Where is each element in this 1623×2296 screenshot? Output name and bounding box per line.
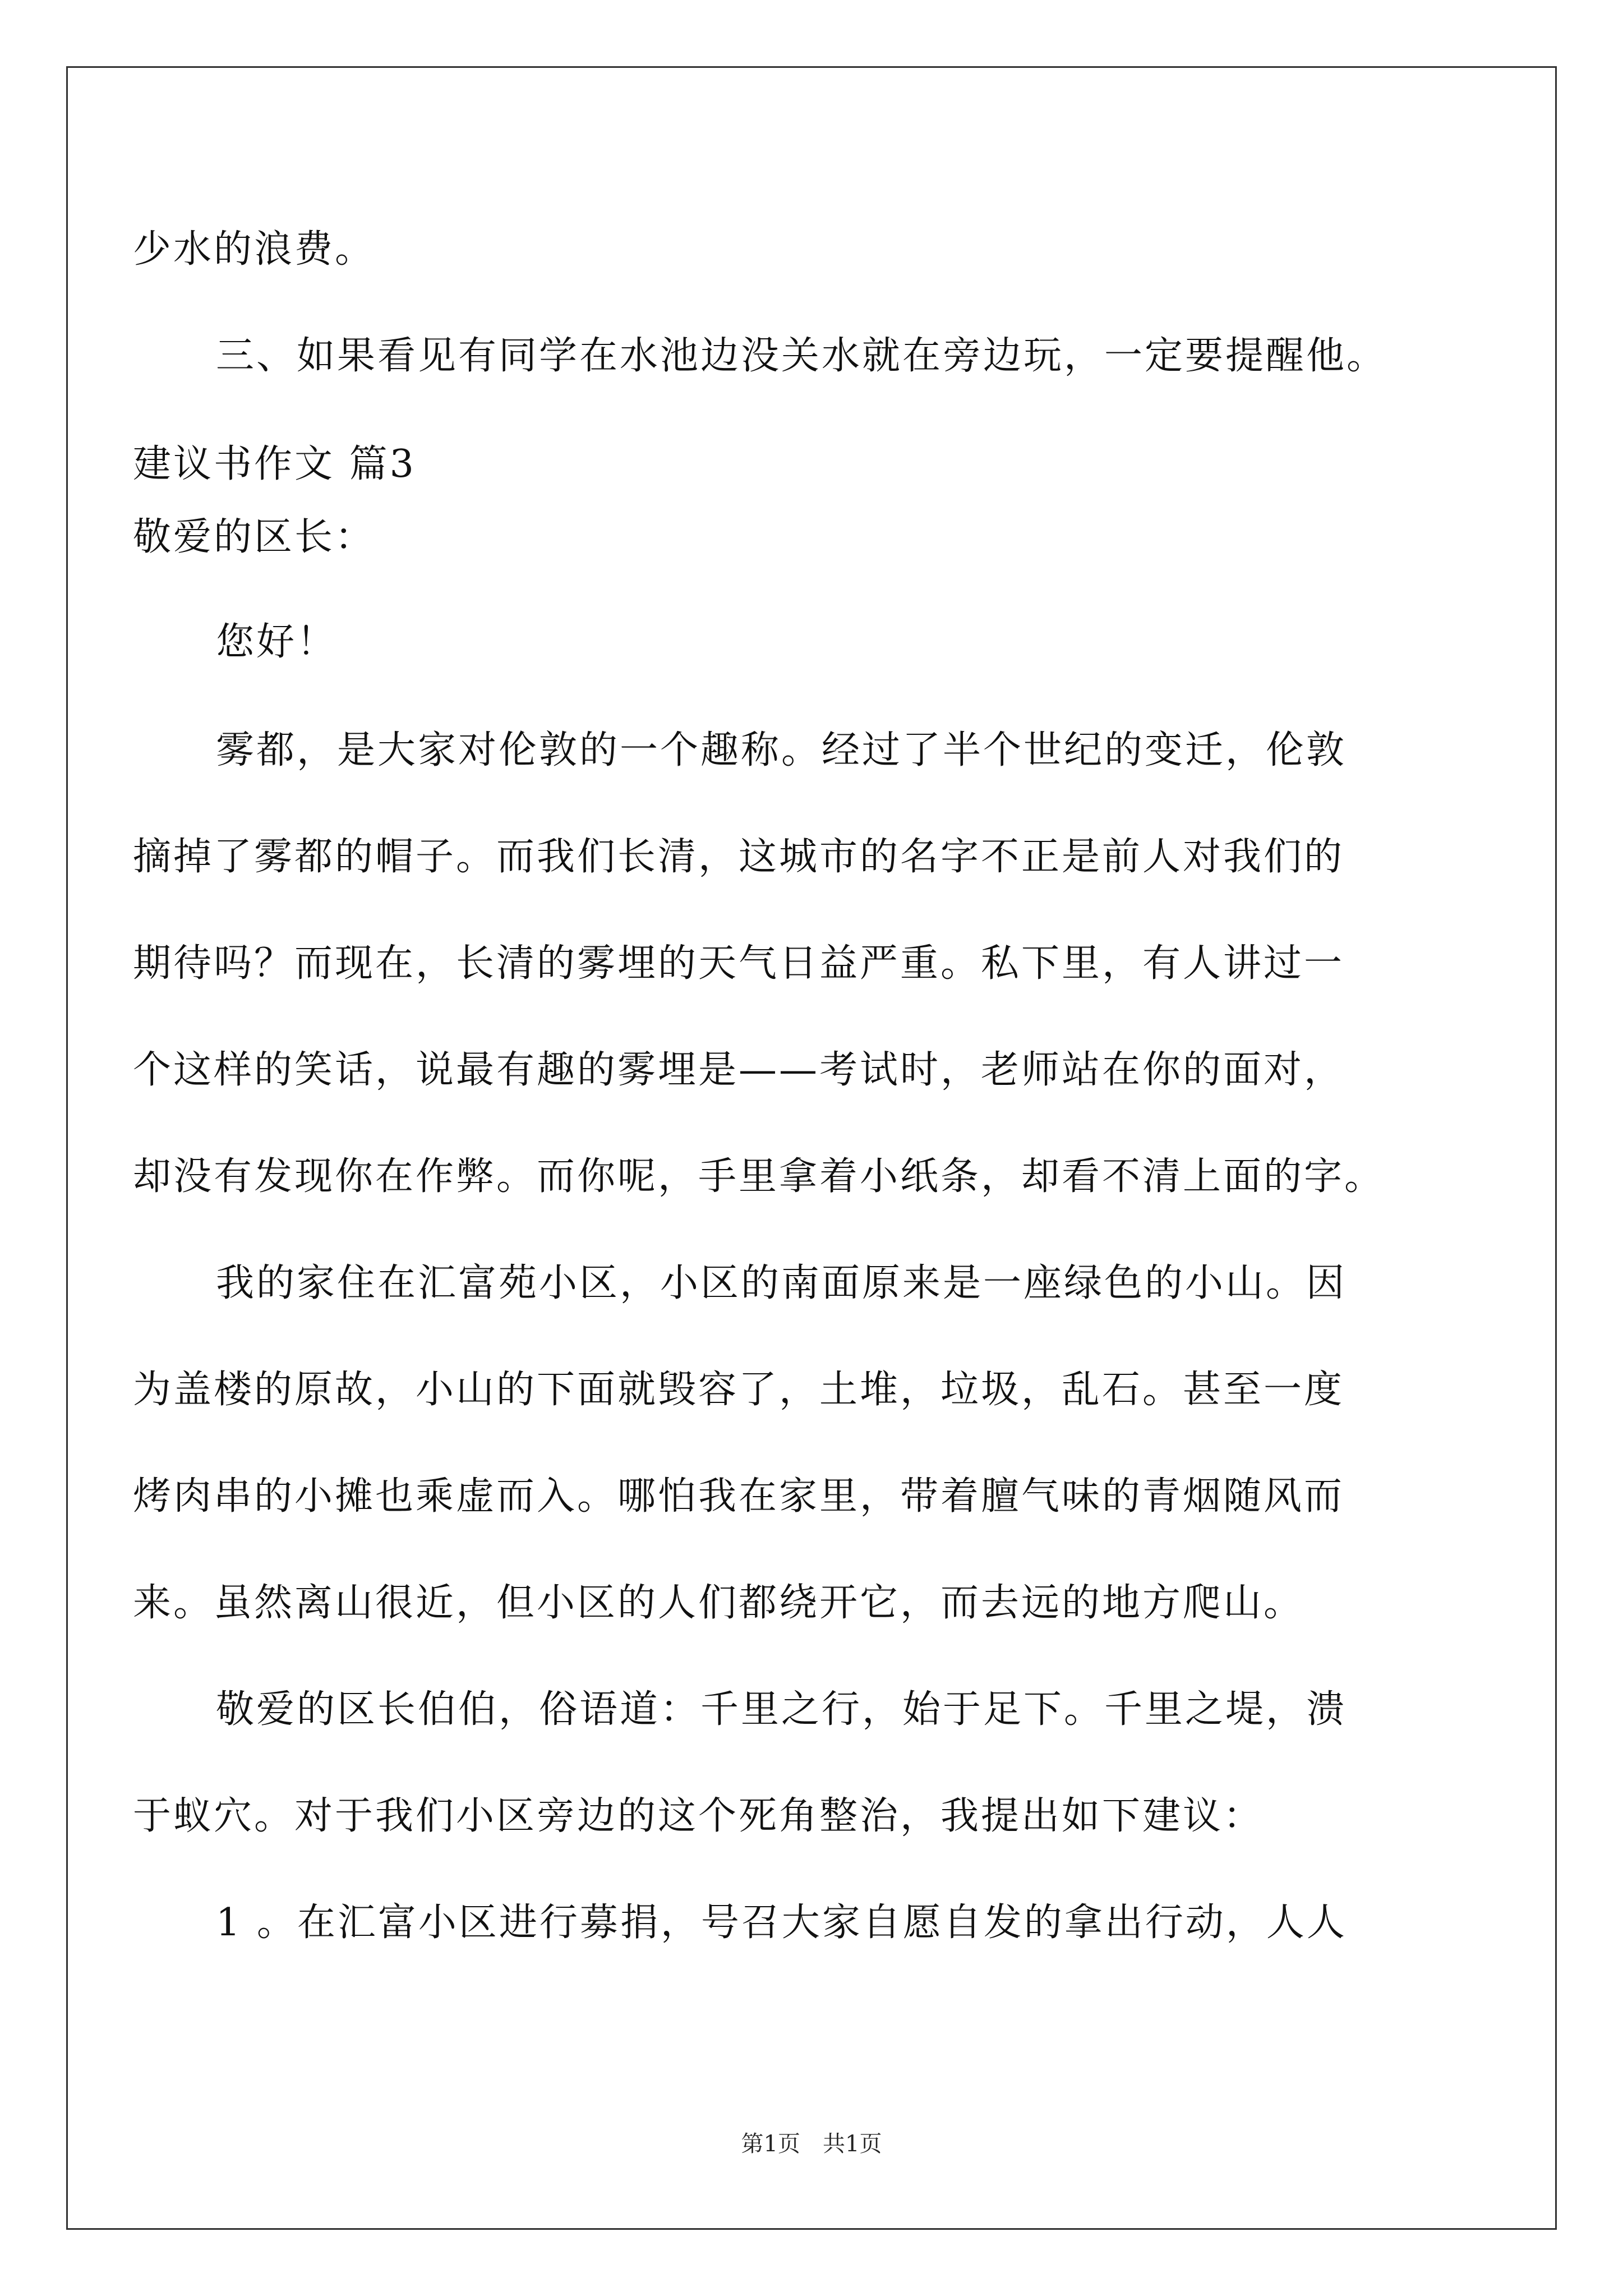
salutation: 敬爱的区长： <box>133 515 376 559</box>
section-heading: 建议书作文 篇3 <box>133 442 416 486</box>
text-line: 敬爱的区长伯伯，俗语道：千里之行，始于足下。千里之堤，溃 <box>216 1687 1347 1732</box>
text-line: 却没有发现你在作弊。而你呢，手里拿着小纸条，却看不清上面的字。 <box>133 1154 1385 1199</box>
text-line: 来。虽然离山很近，但小区的人们都绕开它，而去远的地方爬山。 <box>133 1581 1304 1625</box>
text-line: 期待吗？而现在，长清的雾埋的天气日益严重。私下里，有人讲过一 <box>133 941 1345 986</box>
page-footer: 第1页 共1页 <box>741 2131 882 2157</box>
text-line: 1 。在汇富小区进行募捐，号召大家自愿自发的拿出行动，人人 <box>216 1901 1347 1945</box>
text-line: 我的家住在汇富苑小区，小区的南面原来是一座绿色的小山。因 <box>216 1261 1347 1305</box>
text-line: 个这样的笑话，说最有趣的雾埋是——考试时，老师站在你的面对， <box>133 1048 1345 1092</box>
text-line: 于蚁穴。对于我们小区旁边的这个死角整治，我提出如下建议： <box>133 1794 1264 1838</box>
text-line: 为盖楼的原故，小山的下面就毁容了，土堆，垃圾，乱石。甚至一度 <box>133 1368 1345 1412</box>
text-line: 摘掉了雾都的帽子。而我们长清，这城市的名字不正是前人对我们的 <box>133 835 1345 879</box>
text-line: 三、如果看见有同学在水池边没关水就在旁边玩，一定要提醒他。 <box>216 334 1387 378</box>
text-line: 雾都，是大家对伦敦的一个趣称。经过了半个世纪的变迁，伦敦 <box>216 728 1347 772</box>
text-line: 少水的浪费。 <box>133 227 376 272</box>
greeting: 您好！ <box>216 620 338 664</box>
text-line: 烤肉串的小摊也乘虚而入。哪怕我在家里，带着膻气味的青烟随风而 <box>133 1474 1345 1519</box>
